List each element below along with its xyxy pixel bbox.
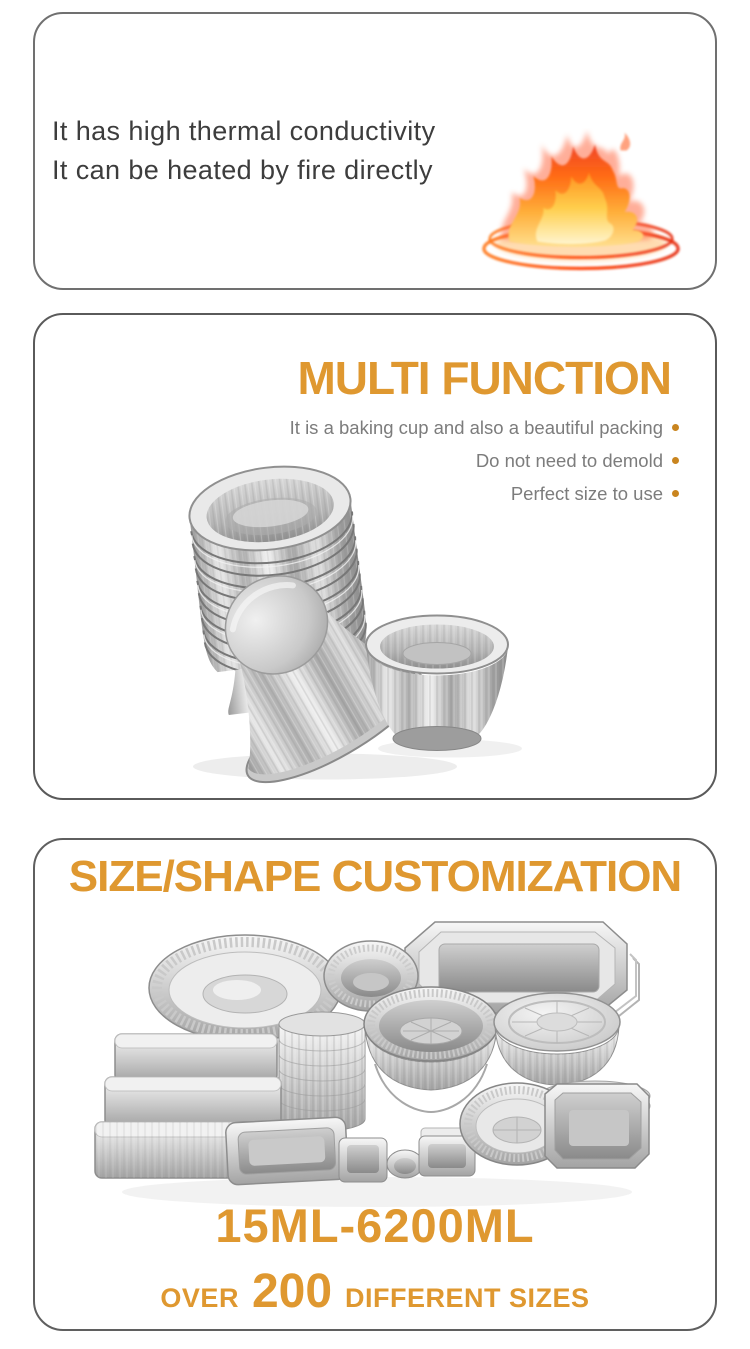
multi-function-card [33, 313, 717, 800]
bullet-dot-icon [672, 424, 679, 431]
feature-item [290, 411, 679, 444]
size-customization-title: SIZE/SHAPE CUSTOMIZATION [68, 852, 682, 901]
foil-containers-image [87, 914, 667, 1214]
size-customization-card [33, 838, 717, 1331]
bullet-dot-icon [672, 490, 679, 497]
thermal-conductivity-card [33, 12, 717, 290]
foil-cups-image [120, 445, 540, 793]
feature-text: Do not need to demold [475, 449, 663, 471]
thermal-line-1: It has high thermal conductivity [52, 116, 436, 146]
thermal-line-2: It can be heated by fire directly [52, 155, 433, 185]
different-sizes-label: DIFFERENT SIZES [345, 1283, 590, 1313]
sizes-count: 200 [251, 1265, 333, 1318]
bullet-dot-icon [672, 457, 679, 464]
sizes-count-line [35, 1264, 715, 1319]
feature-text: Perfect size to use [510, 482, 663, 504]
over-label: OVER [160, 1283, 239, 1313]
size-range-text: 15ML-6200ML [215, 1199, 535, 1252]
thermal-text-block [52, 112, 435, 190]
multi-function-title: MULTI FUNCTION [297, 352, 671, 404]
fire-image [472, 128, 690, 278]
feature-text: It is a baking cup and also a beautiful packing [289, 416, 663, 438]
